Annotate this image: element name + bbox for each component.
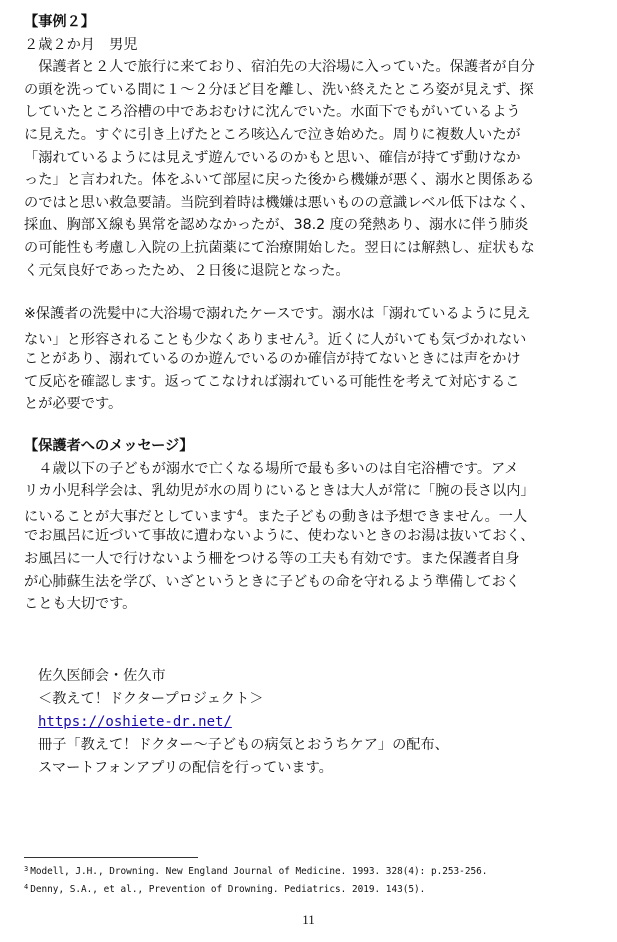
- footnote-divider: [24, 857, 198, 858]
- case-line: していたところ浴槽の中であおむけに沈んでいた。水面下でもがいているよう: [24, 104, 521, 121]
- case-line: った」と言われた。体をふいて部屋に戻った後から機嫌が悪く、溺水と関係ある: [24, 172, 535, 189]
- case-line: 「溺れているようには見えず遊んでいるのかもと思い、確信が持てず動けなか: [24, 149, 521, 166]
- case-line: の頭を洗っている間に１～２分ほど目を離し、洗い終えたところ姿が見えず、探: [24, 81, 534, 98]
- project-name: ＜教えて！ドクタープロジェクト＞: [38, 691, 264, 707]
- message-section: [24, 435, 594, 616]
- note-line: ことがあり、溺れているのか遊んでいるのか確信が持てないときには声をかけ: [24, 351, 521, 368]
- footnote-ref: 4: [236, 508, 243, 519]
- footnotes: [24, 862, 487, 897]
- footnote-text: Denny, S.A., et al., Prevention of Drowning. Pediatrics. 2019. 143(5).: [30, 883, 426, 895]
- note-line: とが必要です。: [24, 396, 123, 413]
- case-line: のではと思い救急要請。当院到着時は機嫌は悪いものの意識レベル低下はなく、: [24, 194, 535, 211]
- footnote-text: Modell, J.H., Drowning. New England Journal of Medicine. 1993. 328(4): p.253-256.: [30, 866, 488, 877]
- note-line: [24, 326, 594, 349]
- note-section: [24, 303, 594, 416]
- organization-desc: 冊子「教えて！ドクター～子どもの病気とおうちケア」の配布、: [38, 737, 449, 753]
- case-line: く元気良好であったため、２日後に退院となった。: [24, 262, 350, 279]
- footnote-item: [24, 880, 487, 898]
- footnote-item: [24, 862, 487, 880]
- note-text: ない」と形容されることも少なくありません: [24, 331, 308, 348]
- message-line: リカ小児科学会は、乳幼児が水の周りにいるときは大人が常に「腕の長さ以内」: [24, 483, 535, 500]
- note-text: 。近くに人がいても気づかれない: [313, 331, 527, 348]
- message-line: でお風呂に近づいて事故に遭わないように、使わないときのお湯は抜いておく、: [24, 528, 535, 545]
- case-line: の可能性も考慮し入院の上抗菌薬にて治療開始した。翌日には解熱し、症状もな: [24, 239, 535, 256]
- organization-block: [38, 665, 449, 780]
- project-link[interactable]: https://oshiete-dr.net/: [38, 714, 232, 730]
- case-line: に見えた。すぐに引き上げたところ咳込んで泣き始めた。周りに複数人いたが: [24, 126, 521, 143]
- case-line: 保護者と２人で旅行に来ており、宿泊先の大浴場に入っていた。保護者が自分: [24, 59, 535, 76]
- message-line: ことも大切です。: [24, 596, 137, 613]
- footnote-number: 4: [24, 882, 29, 891]
- case-section: [24, 11, 594, 282]
- note-line: ※保護者の洗髪中に大浴場で溺れたケースです。溺水は「溺れているように見え: [24, 306, 531, 322]
- message-line: お風呂に一人で行けないよう柵をつける等の工夫も有効です。また保護者自身: [24, 550, 520, 567]
- case-heading: 【事例２】: [24, 14, 95, 30]
- message-text: 。また子どもの動きは予想できません。一人: [242, 508, 528, 525]
- message-line: ４歳以下の子どもが溺水で亡くなる場所で最も多いのは自宅浴槽です。アメ: [24, 460, 519, 477]
- page-number: 11: [302, 912, 315, 927]
- message-line: が心肺蘇生法を学び、いざというときに子どもの命を守れるよう準備しておく: [24, 573, 520, 590]
- case-subject: ２歳２か月 男児: [24, 36, 138, 53]
- message-heading: 【保護者へのメッセージ】: [24, 438, 194, 454]
- organization-desc: スマートフォンアプリの配信を行っています。: [38, 760, 333, 776]
- footnote-number: 3: [24, 865, 29, 873]
- footnote-ref: 3: [307, 331, 314, 342]
- case-line: 採血、胸部Ｘ線も異常を認めなかったが、38.2 度の発熱あり、溺水に伴う肺炎: [24, 217, 529, 234]
- message-line: [24, 503, 594, 526]
- note-line: て反応を確認します。返ってこなければ溺れている可能性を考えて対応するこ: [24, 373, 520, 390]
- organization-name: 佐久医師会・佐久市: [38, 668, 166, 684]
- message-text: にいることが大事だとしています: [24, 508, 237, 525]
